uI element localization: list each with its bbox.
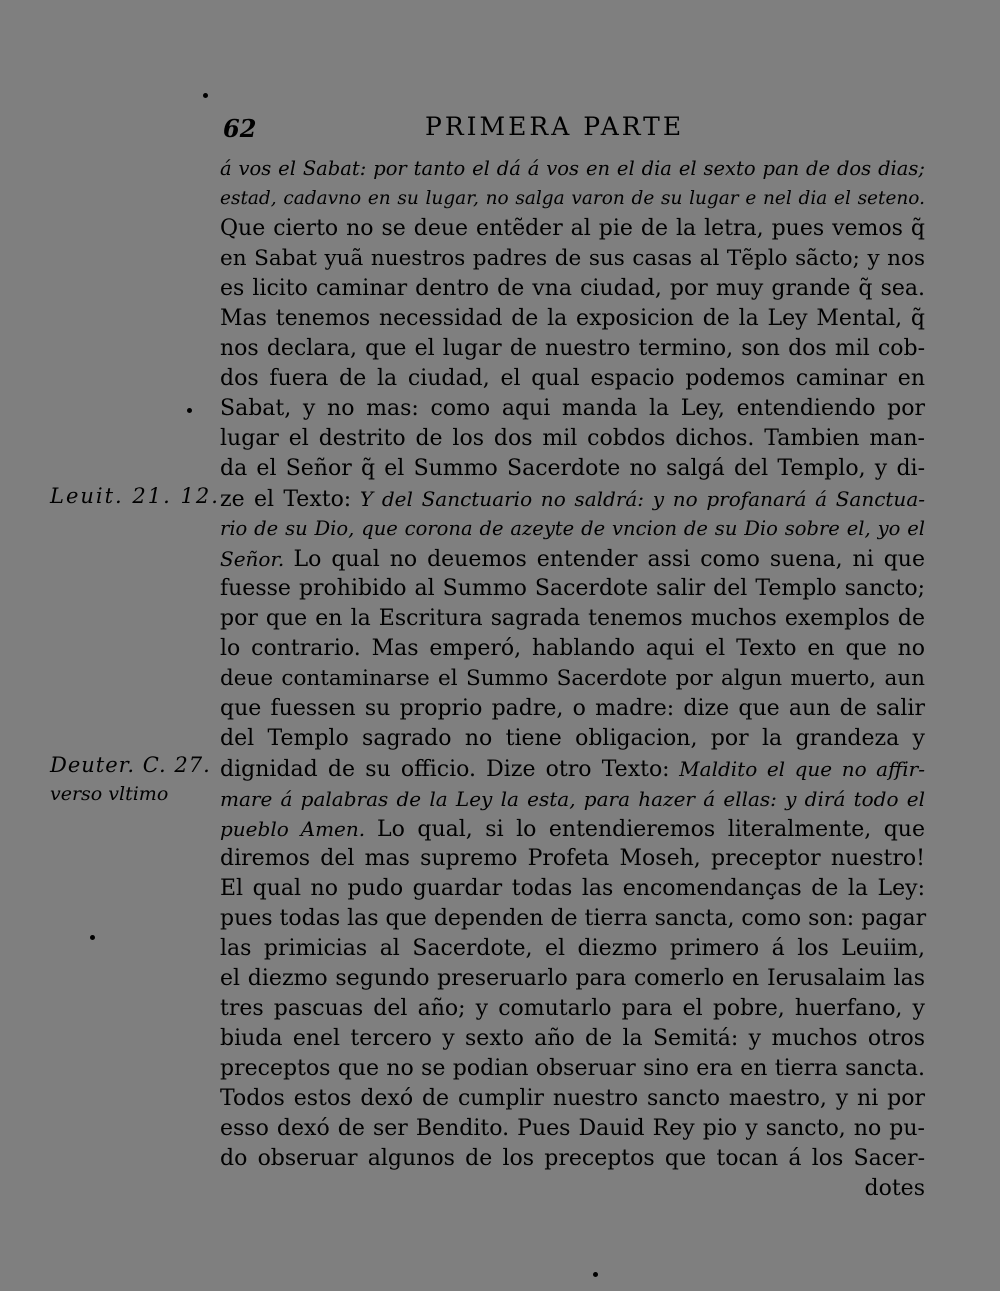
text-line — [220, 604, 925, 634]
text-line — [220, 544, 925, 574]
line-text: do obseruar algunos de los preceptos que tocan á los Sacer- — [220, 1146, 925, 1171]
line-text: tres pascuas del año; y comutarlo para el pobre, huerfano, y — [220, 996, 925, 1021]
text-line — [220, 844, 925, 874]
text-line — [220, 274, 925, 304]
text-line — [220, 154, 925, 184]
line-text: rio de su Dio, que corona de azeyte de vncion de su Dio sobre el, yo el — [220, 517, 925, 540]
line-text: mare á palabras de la Ley la esta, para hazer á ellas: y dirá todo el — [220, 787, 925, 811]
italic-quote: pueblo Amen. — [220, 817, 377, 841]
text-line — [220, 1144, 925, 1174]
line-text: el diezmo segundo preseruarlo para comerlo en Ierusalaim las — [220, 966, 925, 991]
text-line — [220, 904, 925, 934]
text-line — [220, 664, 925, 694]
line-text: dotes — [864, 1176, 925, 1201]
text-line — [220, 424, 925, 454]
text-line — [220, 994, 925, 1024]
speck-mark — [90, 935, 95, 940]
line-text: da el Señor q̃ el Summo Sacerdote no salgá del Templo, y di- — [220, 456, 925, 481]
margin-note-deuteronomy: Deuter. C. 27. — [50, 753, 211, 777]
line-text: ze el Texto: — [220, 487, 352, 512]
text-line — [220, 1114, 925, 1144]
line-text: Todos estos dexó de cumplir nuestro sancto maestro, y ni por — [220, 1086, 925, 1111]
line-text: en Sabat yuã nuestros padres de sus casas al Tẽplo sãcto; y nos — [220, 246, 925, 271]
text-line — [220, 574, 925, 604]
text-line — [220, 694, 925, 724]
text-line — [220, 394, 925, 424]
text-line — [220, 784, 925, 814]
body-text — [220, 154, 925, 1204]
line-text: es licito caminar dentro de vna ciudad, por muy grande q̃ sea. — [220, 276, 925, 301]
speck-mark — [593, 1272, 598, 1277]
text-line — [220, 484, 925, 514]
line-text: estad, cadavno en su lugar, no salga varon de su lugar e nel dia el seteno. — [220, 188, 925, 209]
italic-quote: Señor. — [220, 547, 294, 571]
text-line — [220, 754, 925, 784]
text-line — [220, 814, 925, 844]
text-line — [220, 514, 925, 544]
italic-quote: Maldito el que no affir- — [669, 757, 925, 781]
line-text: Que cierto no se deue entẽder al pie de la letra, pues vemos q̃ — [220, 216, 925, 241]
text-line — [220, 964, 925, 994]
line-text: fuesse prohibido al Summo Sacerdote salir del Templo sancto; — [220, 576, 925, 601]
line-text: El qual no pudo guardar todas las encomendanças de la Ley: — [220, 876, 925, 901]
text-line — [220, 304, 925, 334]
line-text: preceptos que no se podian obseruar sino era en tierra sancta. — [220, 1056, 925, 1081]
line-text: deue contaminarse el Summo Sacerdote por algun muerto, aun — [220, 666, 925, 691]
text-line — [220, 1054, 925, 1084]
margin-note-verse: verso vltimo — [50, 783, 169, 805]
text-line — [220, 874, 925, 904]
text-line — [220, 214, 925, 244]
line-text: diremos del mas supremo Profeta Moseh, preceptor nuestro! — [220, 846, 925, 871]
line-text: dignidad de su officio. Dize otro Texto: — [220, 757, 670, 782]
text-line — [220, 634, 925, 664]
italic-quote: Y del Sanctuario no saldrá: y no profanará á Sanctua- — [351, 487, 925, 511]
speck-mark — [203, 93, 208, 98]
text-line — [220, 184, 925, 214]
line-text: Lo qual no deuemos entender assi como suena, ni que — [293, 547, 925, 572]
text-line — [220, 1174, 925, 1204]
margin-note-leviticus: Leuit. 21. 12. — [50, 484, 220, 508]
text-line — [220, 724, 925, 754]
text-line — [220, 454, 925, 484]
line-text: lo contrario. Mas emperó, hablando aqui el Texto en que no — [220, 636, 925, 661]
speck-mark — [187, 408, 192, 413]
text-line — [220, 1024, 925, 1054]
line-text: las primicias al Sacerdote, el diezmo primero á los Leuiim, — [220, 936, 925, 961]
line-text: Mas tenemos necessidad de la exposicion de la Ley Mental, q̃ — [220, 306, 925, 331]
line-text: á vos el Sabat: por tanto el dá á vos en el dia el sexto pan de dos dias; — [220, 157, 925, 180]
line-text: lugar el destrito de los dos mil cobdos dichos. Tambien man- — [220, 426, 925, 451]
line-text: esso dexó de ser Bendito. Pues Dauid Rey pio y sancto, no pu- — [220, 1116, 925, 1141]
text-line — [220, 1084, 925, 1114]
line-text: del Templo sagrado no tiene obligacion, por la grandeza y — [220, 726, 925, 751]
line-text: pues todas las que dependen de tierra sancta, como son: pagar — [220, 906, 927, 931]
text-line — [220, 244, 925, 274]
line-text: dos fuera de la ciudad, el qual espacio podemos caminar en — [220, 366, 925, 391]
line-text: Sabat, y no mas: como aqui manda la Ley, entendiendo por — [220, 396, 925, 421]
text-line — [220, 364, 925, 394]
line-text: por que en la Escritura sagrada tenemos muchos exemplos de — [220, 606, 925, 631]
text-line — [220, 934, 925, 964]
line-text: biuda enel tercero y sexto año de la Semitá: y muchos otros — [220, 1026, 925, 1051]
page-number: 62 — [223, 114, 257, 143]
line-text: Lo qual, si lo entendieremos literalmente, que — [377, 817, 925, 842]
text-line — [220, 334, 925, 364]
running-head: PRIMERA PARTE — [425, 112, 685, 141]
line-text: que fuessen su proprio padre, o madre: dize que aun de salir — [220, 696, 925, 721]
line-text: nos declara, que el lugar de nuestro termino, son dos mil cob- — [220, 336, 925, 361]
